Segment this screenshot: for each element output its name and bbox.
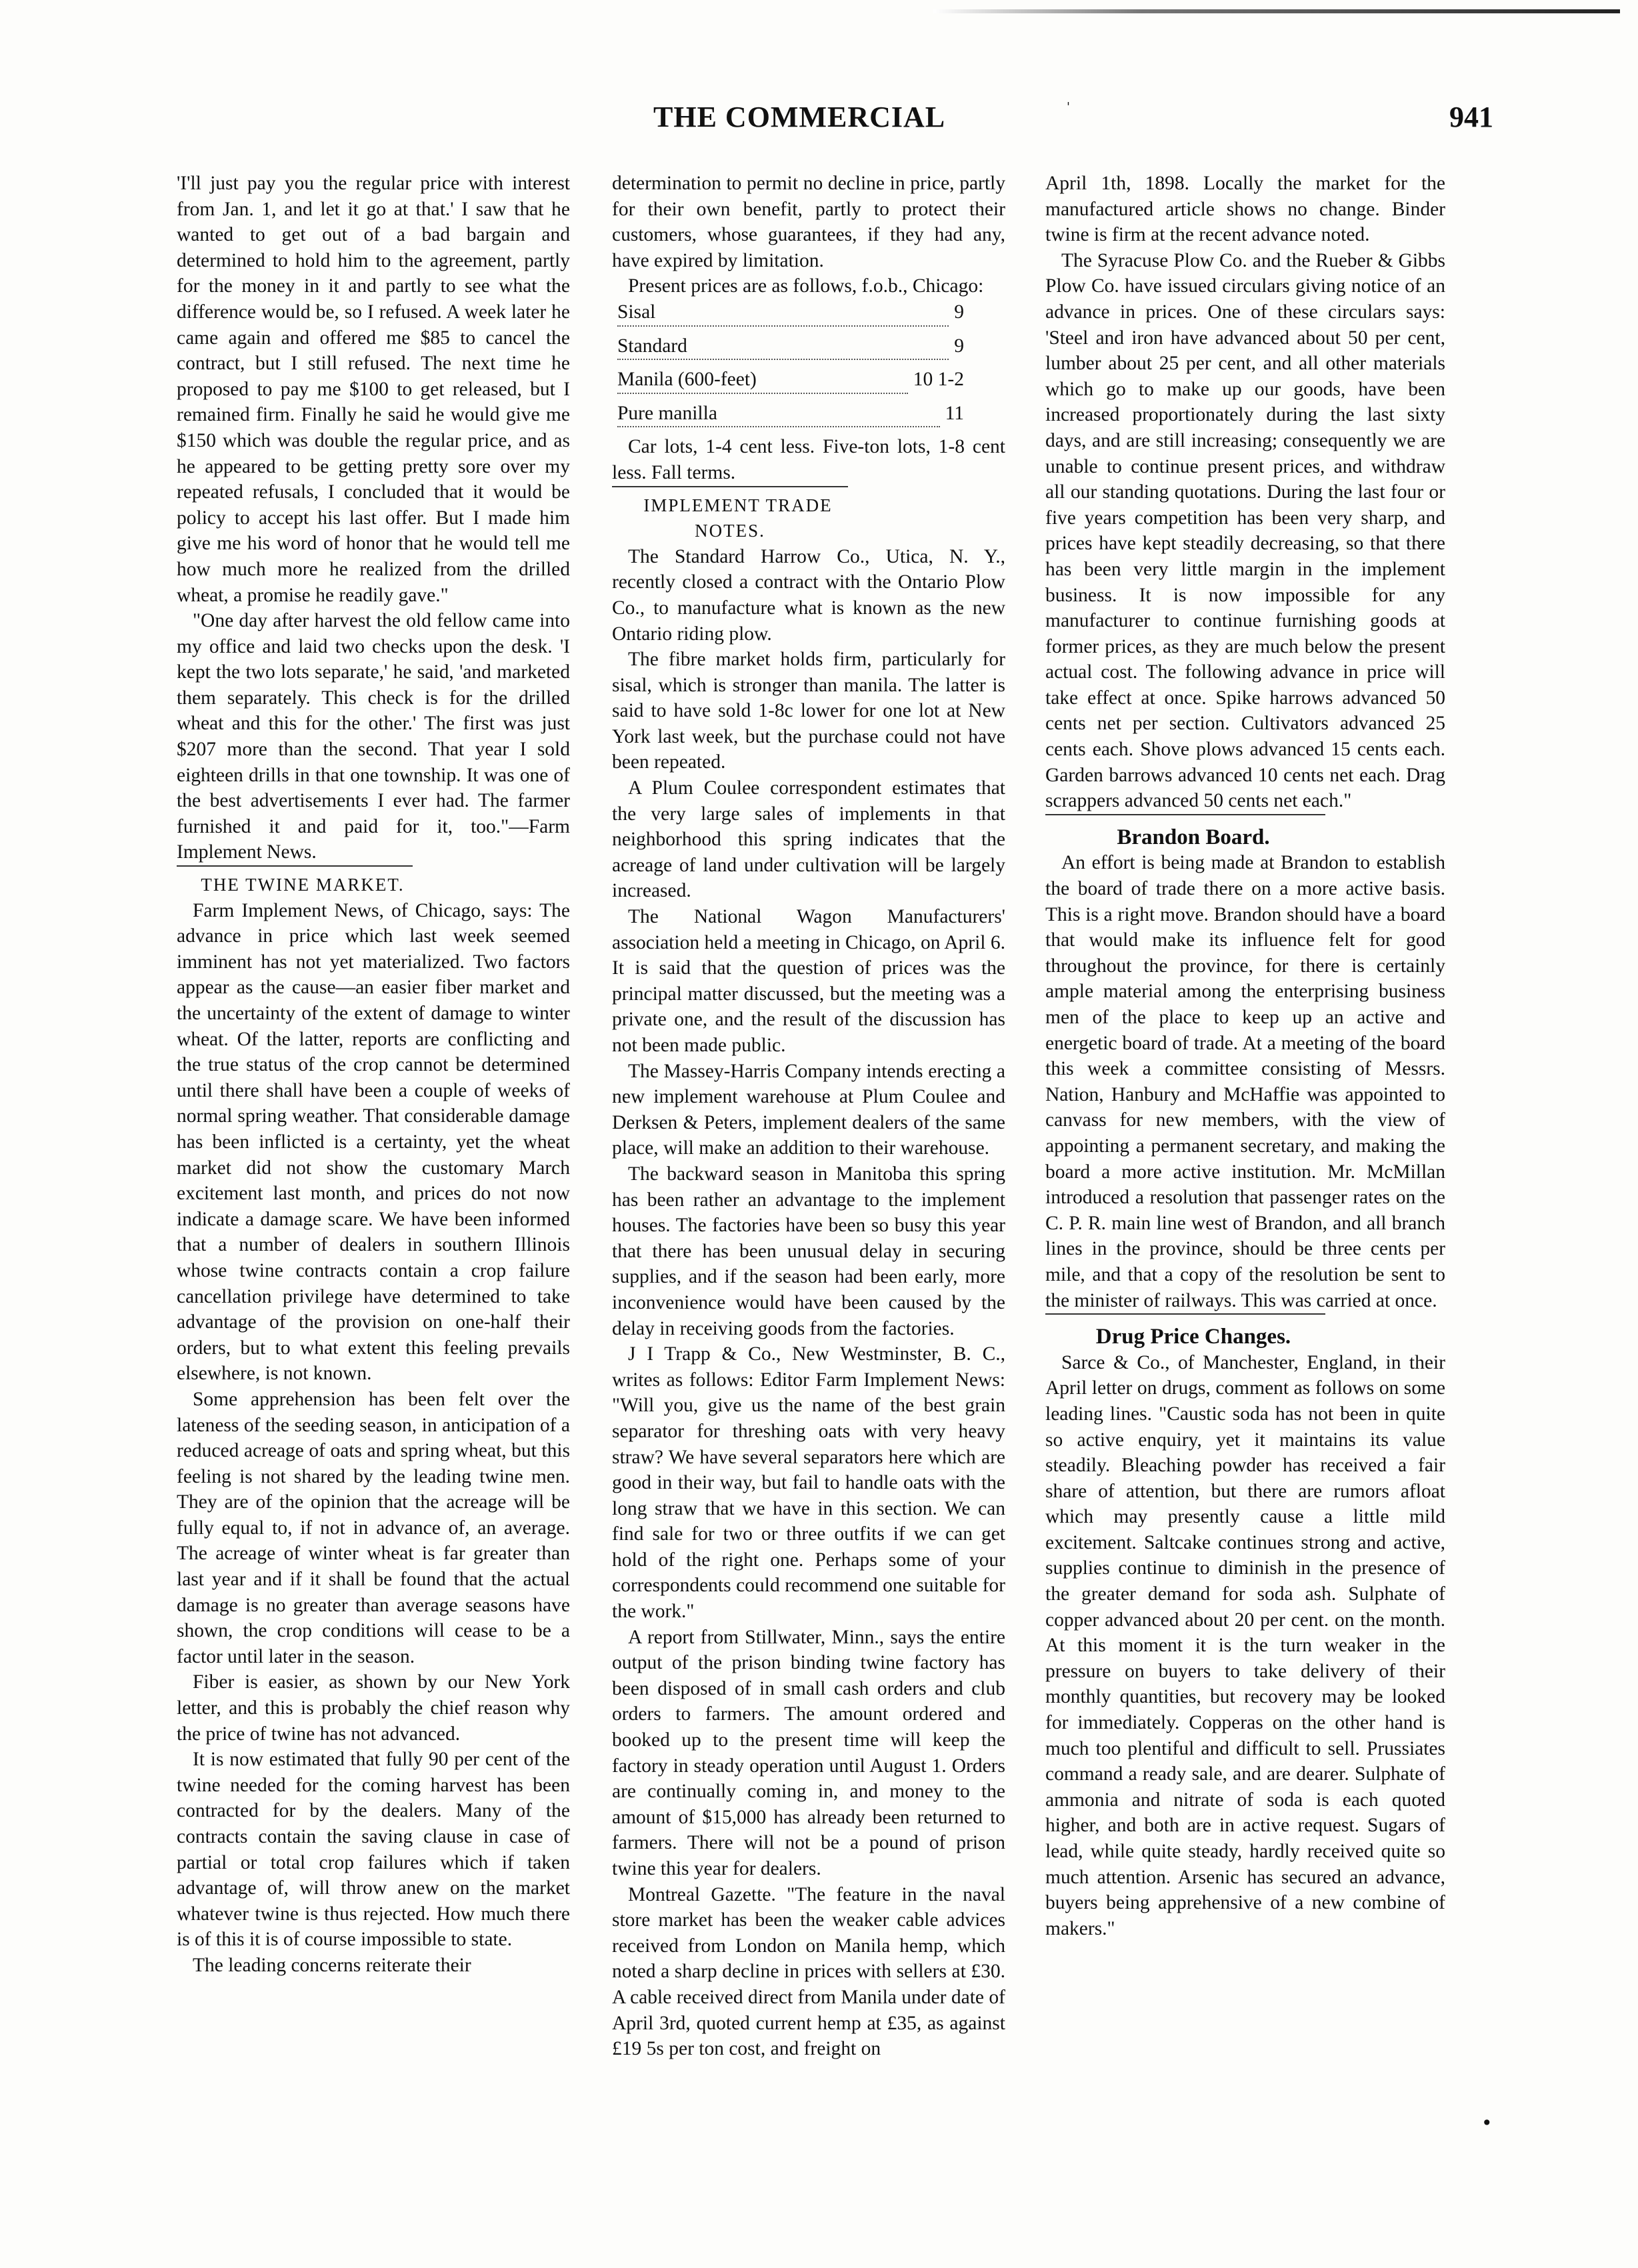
paragraph: 'I'll just pay you the regular price with interest from Jan. 1, and let it go at that.' I saw that he wanted to get out of a bad bargain and determined to hold him to the agreement, partly for the money in it and partly to see what the difference would be, so I refused. A week later he came again and offered me $85 to cancel the contract, but I still refused. The next time he proposed to pay me $100 to get released, but I remained firm. Finally he said he would give me $150 which was double the regular price, and as he appeared to be getting pretty sore over my repeated refusals, I concluded that it would be policy to accept his last offer. But I made him give me his word of honor that he would tell me how much more he realized from the drilled wheat, a promise he readily gave.": [177, 173, 570, 606]
paragraph: The backward season in Manitoba this spring has been rather an advantage to the implement houses. The factories have been so busy this year that there has been unusual delay in securing supplies, and if the season had been early, more inconvenience would have been caused by the delay in receiving goods from the factories.: [612, 1163, 1005, 1339]
paragraph: The National Wagon Manufacturers' association held a meeting in Chicago, on April 6. It is said that the question of prices was the principal matter discussed, but the meeting was a private one, and the result of the discussion has not been made public.: [612, 906, 1005, 1056]
paragraph: "One day after harvest the old fellow came into my office and laid two checks upon the desk. 'I kept the two lots separate,' he said, 'and marketed them separately. This check is for the drilled wheat and this for the other.' The first was just $207 more than the second. That year I sold eighteen drills in that one township. It was one of the best advertisements I ever had. The farmer furnished it and paid for it, too."—Farm Implement News.: [177, 610, 570, 863]
price-row: [617, 333, 964, 367]
price-value: 11: [945, 402, 964, 424]
page-header: [173, 100, 1520, 153]
paragraph: Sarce & Co., of Manchester, England, in their April letter on drugs, comment as follows on some leading lines. "Caustic soda has not been in quite so active enquiry, yet it maintains its value steadily. Bleaching powder has received a fair share of attention, but there are rumors afloat which may presently cause a little mild excitement. Saltcake continues strong and active, supplies continue to diminish in the presence of the greater demand for soda ash. Sulphate of copper advanced about 20 per cent. on the month. At this moment it is the turn weaker in the pressure on buyers to take delivery of their monthly quantities, but recovery may be looked for immediately. Copperas on the other hand is much too plentiful and difficult to sell. Prussiates command a ready sale, and are dearer. Sulphate of ammonia and nitrate of soda is each quoted higher, and both are in active request. Sugars of lead, while quite steady, hardly received quite so much attention. Arsenic has secured an advance, buyers being apprehensive of a new combine of makers.": [1045, 1351, 1445, 1939]
paragraph: The leading concerns reiterate their: [193, 1954, 471, 1976]
paragraph: A report from Stillwater, Minn., says the entire output of the prison binding twine factory has been disposed of in small cash orders and club orders to farmers. The amount ordered and booked up to the present time will keep the factory in steady operation until August 1. Orders are continually coming in, and money to the amount of $15,000 has already been returned to farmers. There will not be a pound of prison twine this year for dealers.: [612, 1626, 1005, 1879]
price-row: [617, 401, 964, 435]
column-2: [612, 171, 1005, 2211]
column-3: [1045, 171, 1445, 2211]
print-speck: •: [1481, 2112, 1493, 2134]
price-label: Sisal: [617, 301, 658, 323]
paragraph: A Plum Coulee correspondent estimates that the very large sales of implements in that neighborhood this spring indicates that the acreage of land under cultivation will be largely increased.: [612, 777, 1005, 902]
price-value: 10 1-2: [913, 369, 964, 391]
section-heading-twine-market: THE TWINE MARKET.: [177, 865, 413, 898]
paragraph: Car lots, 1-4 cent less. Five-ton lots, 1-8 cent less. Fall terms.: [612, 436, 1005, 483]
paragraph: It is now estimated that fully 90 per cent of the twine needed for the coming harvest has been contracted for by the dealers. Many of the contracts contain the saving clause in case of partial or total crop failures which if taken advantage of, will throw anew on the market whatever twine is thus rejected. How much there is of this it is of course impossible to state.: [177, 1749, 570, 1951]
paragraph: Some apprehension has been felt over the lateness of the seeding season, in anticipation of a reduced acreage of oats and spring wheat, but this feeling is not shared by the leading twine men. They are of the opinion that the acreage will be fully equal to, if not in advance of, an average. The acreage of winter wheat is far greater than last year and if it shall be found that the actual damage is no greater than average seasons have shown, the crop conditions will cease to be a factor until later in the season.: [177, 1388, 570, 1667]
paragraph: determination to permit no decline in price, partly for their own benefit, partly to protect their customers, whose guarantees, if they had any, have expired by limitation.: [612, 173, 1005, 271]
price-label: Manila (600-feet): [617, 369, 759, 390]
price-value: 9: [954, 301, 964, 323]
print-speck: ': [1067, 100, 1070, 114]
column-1: [177, 171, 570, 2211]
section-heading-brandon-board: Brandon Board.: [1045, 814, 1325, 851]
price-label: Pure manilla: [617, 403, 720, 424]
price-label: Standard: [617, 335, 690, 357]
paragraph: The fibre market holds firm, particularly for sisal, which is stronger than manila. The latter is said to have sold 1-8c lower for one lot at New York last week, but the purchase could not have been repeated.: [612, 649, 1005, 773]
top-edge-rule: [933, 9, 1620, 13]
paragraph: An effort is being made at Brandon to establish the board of trade there on a more active basis. This is a right move. Brandon should have a board that would make its influence felt for good throughout the province, for there is certainly ample material among the enterprising business men of the place to keep up an active and energetic board of trade. At a meeting of the board this week a committee consisting of Messrs. Nation, Hanbury and McHaffie was appointed to canvass for new members, with the view of appointing a permanent secretary, and making the board a more active institution. Mr. McMillan introduced a resolution that passenger rates on the C. P. R. main line west of Brandon, and all branch lines in the province, should be three cents per mile, and that a copy of the resolution be sent to the minister of railways. This was carried at once.: [1045, 852, 1445, 1311]
section-heading-implement-trade-notes: IMPLEMENT TRADE NOTES.: [612, 486, 848, 544]
publication-title: THE COMMERCIAL: [653, 101, 946, 133]
paragraph: Montreal Gazette. "The feature in the naval store market has been the weaker cable advices received from London on Manila hemp, which noted a sharp decline in prices with sellers at £30. A cable received direct from Manila under date of April 3rd, quoted current hemp at £35, as against £19 5s per ton cost, and freight on: [612, 1883, 1005, 2060]
paragraph: The Standard Harrow Co., Utica, N. Y., recently closed a contract with the Ontario Plow Co., to manufacture what is known as the new Ontario riding plow.: [612, 545, 1005, 645]
twine-price-list: [617, 299, 1005, 434]
paragraph: Present prices are as follows, f.o.b., Chicago:: [628, 275, 984, 297]
price-row: [617, 367, 964, 401]
paragraph: The Syracuse Plow Co. and the Rueber & Gibbs Plow Co. have issued circulars giving notice of an advance in prices. One of these circulars says: 'Steel and iron have advanced about 50 per cent, lumber about 25 per cent, and all other materials which go to make up our goods, have been increased proportionately during the last sixty days, and are still increasing; consequently we are unable to continue present prices, and withdraw all our standing quotations. During the last four or five years competition has been very sharp, and prices have kept steadily decreasing, so that there has been very little margin in the implement business. It is now impossible for any manufacturer to continue furnishing goods at former prices, as they are much below the present actual cost. The following advance in price will take effect at once. Spike harrows advanced 50 cents net per section. Cultivators advanced 25 cents each. Shove plows advanced 15 cents each. Garden barrows advanced 10 cents net each. Drag scrappers advanced 50 cents net each.": [1045, 249, 1445, 812]
page-number: 941: [1449, 101, 1493, 133]
paragraph: The Massey-Harris Company intends erecting a new implement warehouse at Plum Coulee and Derksen & Peters, implement dealers of the same place, will make an addition to their warehouse.: [612, 1060, 1005, 1159]
price-value: 9: [954, 335, 964, 357]
paragraph: Fiber is easier, as shown by our New York letter, and this is probably the chief reason why the price of twine has not advanced.: [177, 1671, 570, 1745]
paragraph: Farm Implement News, of Chicago, says: The advance in price which last week seemed imminent has not yet materialized. Two factors appear as the cause—an easier fiber market and the uncertainty of the extent of damage to winter wheat. Of the latter, reports are conflicting and the true status of the crop cannot be determined until there shall have been a couple of weeks of normal spring weather. That considerable damage has been inflicted is a certainty, yet the wheat market did not show the customary March excitement last month, and prices do not now indicate a damage scare. We have been informed that a number of dealers in southern Illinois whose twine contracts contain a crop failure cancellation privilege have determined to take advantage of the provision on one-half their orders, but to what extent this feeling prevails elsewhere, is not known.: [177, 899, 570, 1385]
paragraph: J I Trapp & Co., New Westminster, B. C., writes as follows: Editor Farm Implement News: "Will you, give us the name of the best grain separator for threshing oats with very heavy straw? We have several separators here which are good in their way, but fail to handle oats with the long straw that we have in this section. We can find sale for two or three outfits if we can get hold of the right one. Perhaps some of your correspondents could recommend one suitable for the work.": [612, 1343, 1005, 1623]
price-row: [617, 299, 964, 333]
paragraph: April 1th, 1898. Locally the market for the manufactured article shows no change. Binder twine is firm at the recent advance noted.: [1045, 173, 1445, 246]
section-heading-drug-price-changes: Drug Price Changes.: [1045, 1313, 1325, 1350]
